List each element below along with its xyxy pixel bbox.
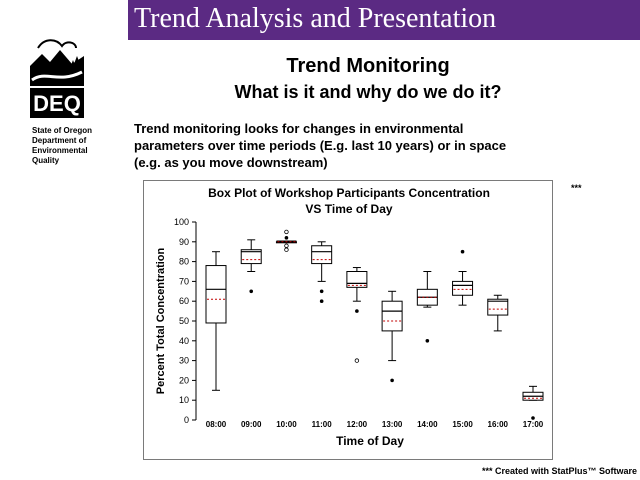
outlier-point (320, 290, 324, 294)
deq-landscape-icon (28, 36, 88, 120)
y-tick-label: 40 (178, 335, 189, 346)
outlier-point (285, 236, 289, 240)
body-line-1: Trend monitoring looks for changes in environmental (134, 121, 464, 136)
outlier-point-open (355, 359, 359, 363)
box (206, 266, 226, 323)
plot-area (174, 217, 544, 429)
x-tick-label: 08:00 (205, 420, 227, 429)
stars-note: *** (571, 183, 582, 193)
body-line-3: (e.g. as you move downstream) (134, 155, 328, 170)
chart-title: Box Plot of Workshop Participants Concentration (208, 186, 490, 200)
box (453, 281, 473, 295)
x-tick-label: 17:00 (522, 420, 544, 429)
outlier-point-open (285, 244, 289, 248)
agency-line-4: Quality (32, 156, 60, 165)
outlier-point (426, 339, 430, 343)
y-tick-label: 30 (178, 355, 189, 366)
slide-subtitle: What is it and why do we do it? (234, 82, 502, 102)
y-tick-label: 90 (178, 236, 189, 247)
y-tick-label: 20 (178, 375, 189, 386)
outlier-point (320, 299, 324, 303)
x-tick-label: 13:00 (381, 420, 403, 429)
deq-logo-text: DEQ (33, 91, 81, 116)
y-tick-label: 60 (178, 296, 189, 307)
outlier-point-open (285, 230, 289, 234)
agency-line-2: Department of (32, 136, 87, 145)
body-line-2: parameters over time periods (E.g. last 10 years) or in space (134, 138, 507, 153)
software-credit: *** Created with StatPlus™ Software (482, 466, 638, 476)
y-tick-label: 100 (173, 217, 189, 227)
y-tick-label: 50 (178, 316, 189, 326)
x-tick-label: 14:00 (417, 420, 438, 429)
x-tick-label: 09:00 (240, 420, 262, 429)
y-tick-label: 10 (178, 395, 189, 406)
agency-logo (20, 36, 120, 166)
y-tick-label: 0 (183, 415, 189, 425)
x-tick-label: 15:00 (452, 420, 473, 429)
box-plot-chart (143, 180, 553, 460)
x-tick-label: 11:00 (311, 420, 332, 429)
outlier-point-open (285, 248, 289, 252)
y-tick-label: 80 (178, 256, 189, 267)
x-tick-label: 10:00 (276, 420, 297, 429)
box (312, 246, 332, 264)
x-axis-label: Time of Day (336, 434, 404, 448)
box (382, 301, 402, 331)
y-tick-label: 70 (178, 276, 189, 287)
outlier-point (355, 309, 359, 313)
chart-subtitle: VS Time of Day (305, 202, 393, 216)
x-tick-label: 12:00 (346, 420, 368, 429)
slide-title: Trend Monitoring (286, 55, 450, 77)
outlier-point (461, 250, 465, 254)
agency-line-3: Environmental (32, 146, 88, 155)
x-tick-label: 16:00 (487, 420, 509, 429)
outlier-point (390, 379, 394, 383)
header-title: Trend Analysis and Presentation (134, 3, 497, 34)
outlier-point (249, 290, 253, 294)
y-axis-label: Percent Total Concentration (155, 247, 167, 395)
agency-line-1: State of Oregon (32, 126, 93, 135)
